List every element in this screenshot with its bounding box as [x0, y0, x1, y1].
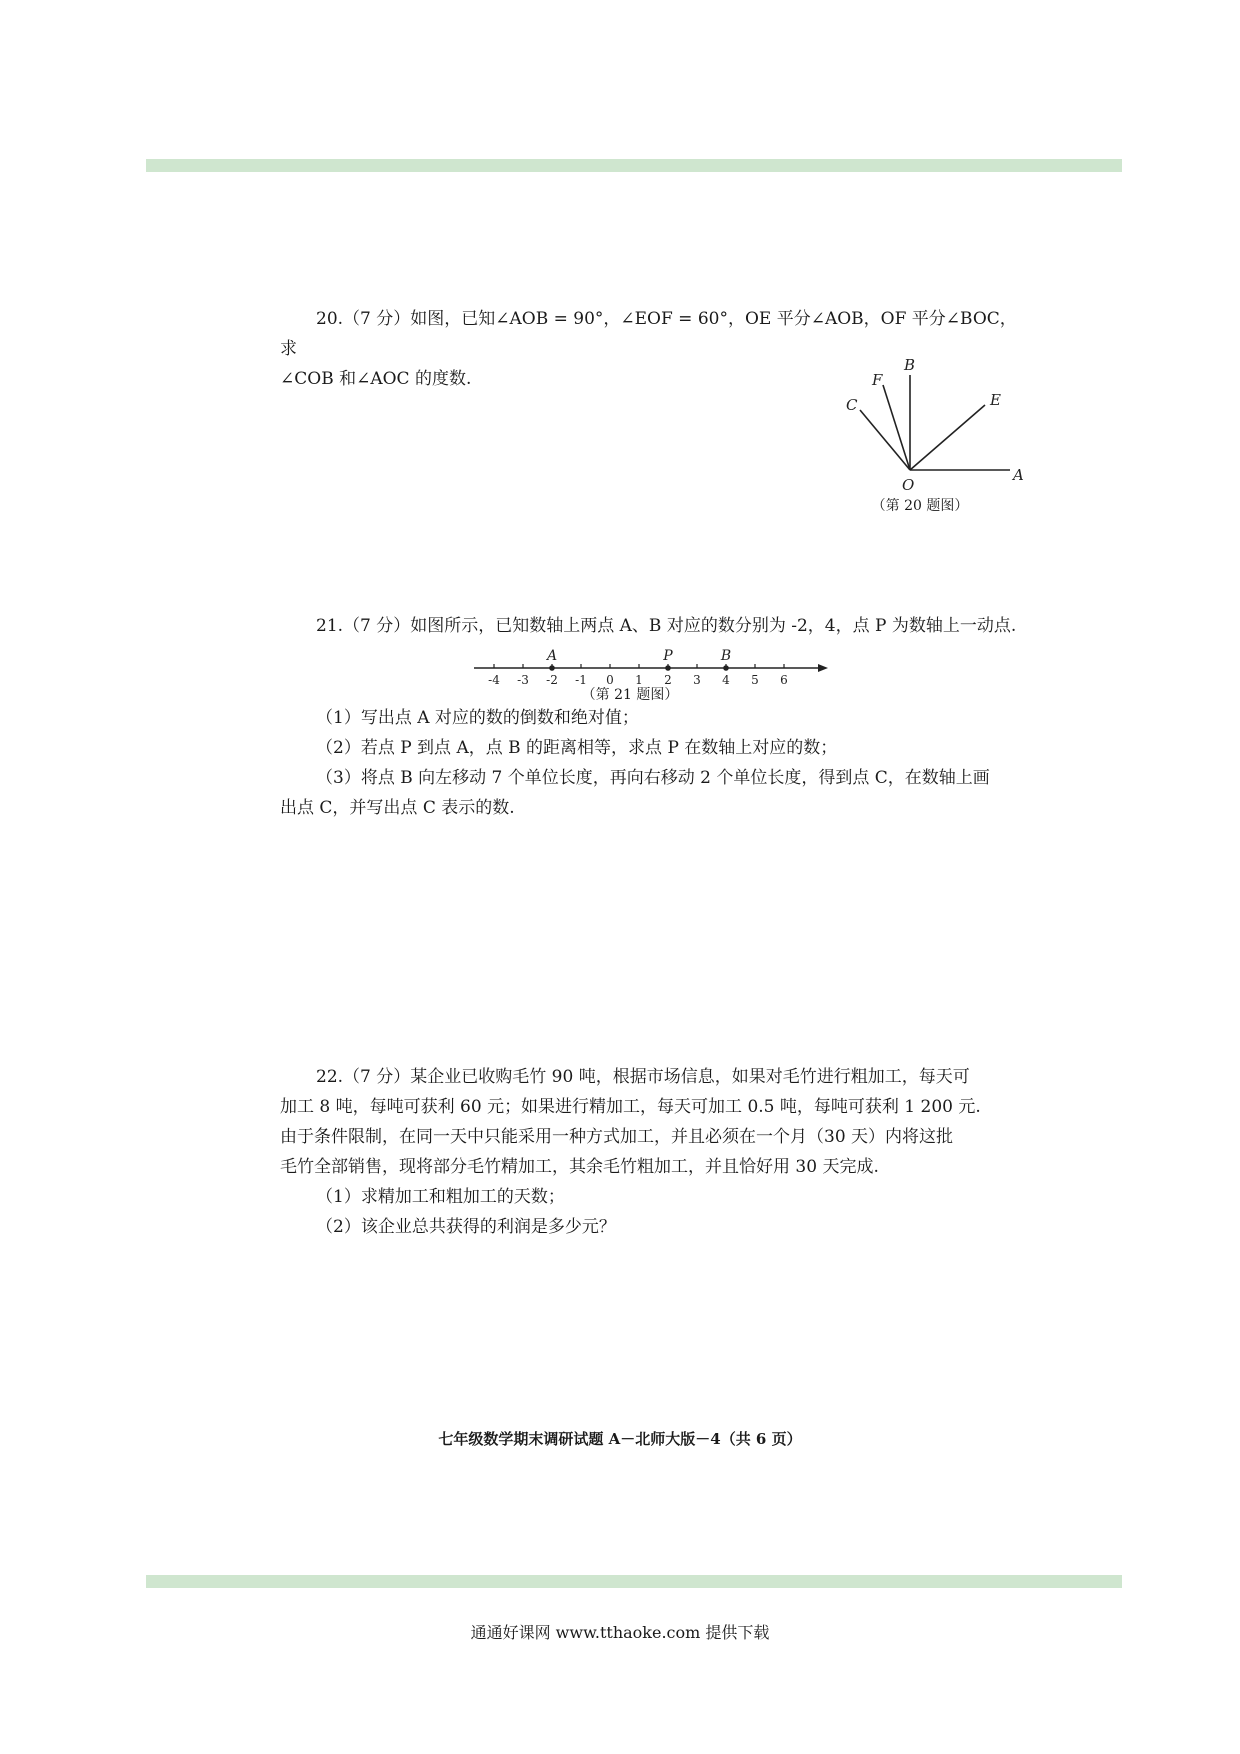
top-green-band: [146, 159, 1122, 172]
ray-of: [883, 385, 910, 470]
question-21-part-2: （2）若点 P 到点 A，点 B 的距离相等，求点 P 在数轴上对应的数；: [316, 738, 838, 758]
point-label-p: P: [663, 648, 673, 664]
figure-21-caption: （第 21 题图）: [581, 687, 679, 703]
point-label-a: A: [546, 648, 558, 664]
tick-label: -3: [517, 673, 529, 687]
question-21-parts: [280, 703, 1020, 823]
question-20-line1: 20.（7 分）如图，已知∠AOB = 90°，∠EOF = 60°，OE 平分∠AOB，OF 平分∠BOC，求: [280, 309, 1017, 359]
tick-label: 1: [635, 673, 643, 687]
tick-label: 5: [751, 673, 759, 687]
tick-label: 2: [664, 673, 672, 687]
ray-oe: [910, 405, 985, 470]
label-a: A: [1013, 466, 1024, 484]
label-b: B: [904, 356, 916, 374]
bottom-green-band: [146, 1575, 1122, 1588]
tick-label: 0: [606, 673, 614, 687]
number-line-arrow: [818, 664, 828, 672]
question-22: [280, 1062, 1020, 1242]
label-o: O: [902, 476, 915, 494]
question-21-part-1: （1）写出点 A 对应的数的倒数和绝对值；: [316, 708, 639, 728]
question-21-part-3: （3）将点 B 向左移动 7 个单位长度，再向右移动 2 个单位长度，得到点 C，在数轴上画: [316, 768, 990, 788]
angle-figure-q20: [820, 355, 1040, 495]
tick-label: -2: [546, 673, 558, 687]
question-22-part-2: （2）该企业总共获得的利润是多少元？: [316, 1217, 616, 1237]
ray-oc: [860, 410, 910, 470]
tick-label: 4: [722, 673, 730, 687]
question-21-stem: 21.（7 分）如图所示，已知数轴上两点 A、B 对应的数分别为 -2，4，点 P 为数轴上一动点.: [316, 616, 1017, 636]
page-footer: 七年级数学期末调研试题 A－北师大版－4（共 6 页）: [438, 1430, 802, 1448]
tick-label: 3: [693, 673, 701, 687]
point-label-b: B: [720, 648, 732, 664]
tick-label: -4: [488, 673, 500, 687]
question-21-part-3-cont: 出点 C，并写出点 C 表示的数.: [280, 798, 515, 818]
tick-label: -1: [575, 673, 587, 687]
tick-label: 6: [780, 673, 788, 687]
question-22-line4: 毛竹全部销售，现将部分毛竹精加工，其余毛竹粗加工，并且恰好用 30 天完成.: [280, 1157, 879, 1177]
label-e: E: [990, 391, 1001, 409]
figure-20-caption: （第 20 题图）: [871, 498, 969, 514]
label-f: F: [872, 371, 883, 389]
question-22-line1: 22.（7 分）某企业已收购毛竹 90 吨，根据市场信息，如果对毛竹进行粗加工，每天可: [316, 1067, 970, 1087]
label-c: C: [846, 396, 858, 414]
question-21: [280, 611, 1020, 641]
point-a: [549, 665, 555, 671]
question-20-line2: ∠COB 和∠AOC 的度数.: [280, 369, 472, 389]
question-22-line2: 加工 8 吨，每吨可获利 60 元；如果进行精加工，每天可加工 0.5 吨，每吨可获利 1 200 元.: [280, 1097, 981, 1117]
question-22-part-1: （1）求精加工和粗加工的天数；: [316, 1187, 565, 1207]
point-b: [723, 665, 729, 671]
download-credit: 通通好课网 www.tthaoke.com 提供下载: [470, 1623, 770, 1642]
question-22-line3: 由于条件限制，在同一天中只能采用一种方式加工，并且必须在一个月（30 天）内将这批: [280, 1127, 954, 1147]
point-p: [665, 665, 671, 671]
